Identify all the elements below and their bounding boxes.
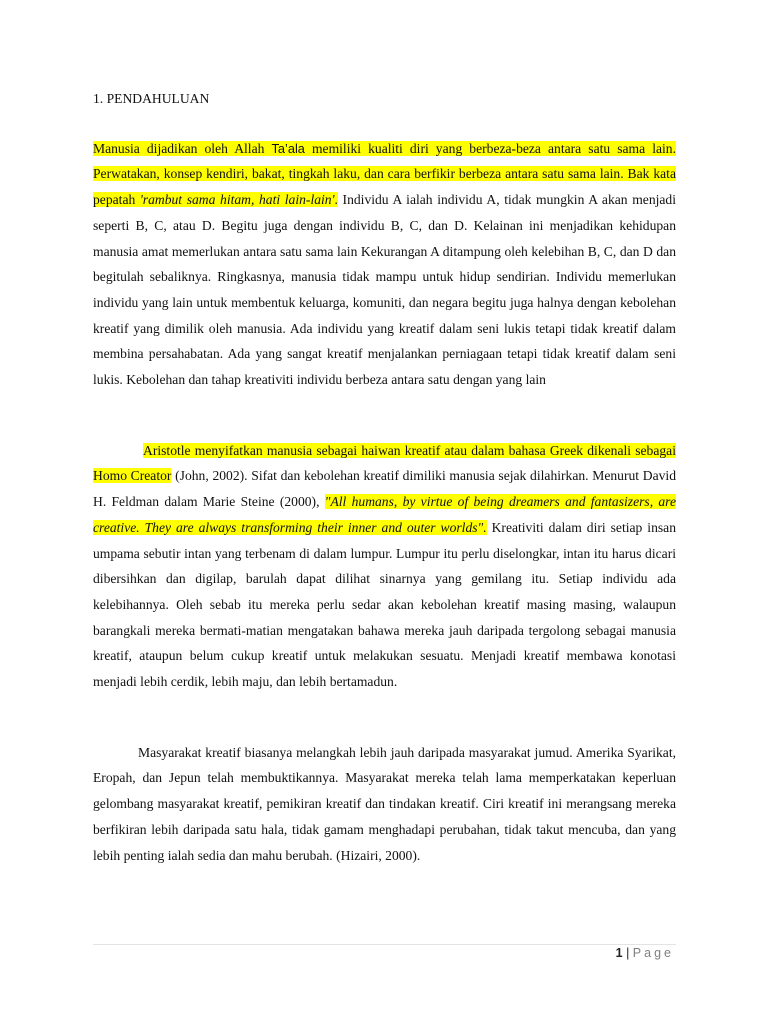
highlight-1a: Manusia dijadikan oleh Allah <box>93 140 272 156</box>
page-number: 1 <box>615 946 623 960</box>
highlight-quote: "All humans, by virtue of being dreamers and fantasizers, are creative. They are always transforming their inner and outer worlds". <box>93 494 676 535</box>
highlight-aristotle: Aristotle menyifatkan manusia sebagai haiwan kreatif atau dalam bahasa Greek dikenali sebagai Homo Creator <box>93 442 676 484</box>
highlight-1b: memiliki kualiti diri yang berbeza-beza antara satu sama lain. Perwatakan, konsep kendiri, bakat, tingkah laku, dan cara berfikir berbeza antara satu sama lain. Bak kata pepatah <box>93 140 676 208</box>
paragraph-1 <box>93 136 676 393</box>
paragraph-1-text: Individu A ialah individu A, tidak mungkin A akan menjadi seperti B, C, atau D. Begitu juga dengan individu B, C, dan D. Kelainan ini menjadikan kehidupan manusia amat memerlukan antara satu sama lain Kekurangan A ditampung oleh kelebihan B, C, dan D dan begitulah sebaliknya. Ringkasnya, manusia tidak mampu untuk hidup sendirian. Individu memerlukan individu yang lain untuk membentuk keluarga, komuniti, dan negara begitu juga halnya dengan kebolehan kreatif yang dimilik oleh manusia. Ada individu yang kreatif dalam seni lukis tetapi tidak kreatif dalam membina persahabatan. Ada yang sangat kreatif menjalankan perniagaan tetapi tidak kreatif dalam seni lukis. Kebolehan dan tahap kreativiti individu berbeza antara satu dengan yang lain <box>93 192 677 388</box>
paragraph-2-text-a: (John, 2002). Sifat dan kebolehan kreatif dimiliki manusia sejak dilahirkan. Menurut David H. Feldman dalam Marie Steine (2000), <box>93 468 676 510</box>
document-body <box>93 86 676 868</box>
paragraph-2-text-b: Kreativiti dalam diri setiap insan umpama sebutir intan yang terbenam di dalam lumpur. Lumpur itu perlu diselongkar, intan itu harus dicari dibersihkan dan digilap, barulah dapat dilihat sinarnya yang gemilang itu. Setiap individu ada kelebihannya. Oleh sebab itu mereka perlu sedar akan kebolehan kreatif masing masing, walaupun barangkali mereka bermati-matian mengatakan bahawa mereka jauh daripada tergolong sebagai manusia kreatif, ataupun belum cukup kreatif untuk melakukan sesuatu. Menjadi kreatif membawa konotasi menjadi lebih cerdik, lebih maju, dan lebih bertamadun. <box>93 519 676 690</box>
page-footer <box>560 946 674 960</box>
paragraph-3: Masyarakat kreatif biasanya melangkah lebih jauh daripada masyarakat jumud. Amerika Syarikat, Eropah, dan Jepun telah membuktikannya. Masyarakat mereka telah lama memperkatakan keperluan gelombang masyarakat kreatif, pemikiran kreatif dan tindakan kreatif. Ciri kreatif ini merangsang mereka berfikiran lebih daripada satu hala, tidak gamam menghadapi perubahan, tidak takut mencuba, dan yang lebih penting ialah sedia dan mahu berubah. (Hizairi, 2000). <box>93 744 676 863</box>
paragraph-2 <box>93 438 676 695</box>
highlight-taala: Ta’ala <box>271 140 305 156</box>
highlight-dot: . <box>334 192 338 208</box>
highlight-proverb: 'rambut sama hitam, hati lain-lain' <box>139 192 335 208</box>
footer-divider <box>93 944 676 945</box>
page-label: Page <box>632 946 674 960</box>
section-heading: 1. PENDAHULUAN <box>93 91 210 106</box>
footer-separator: | <box>622 946 633 960</box>
